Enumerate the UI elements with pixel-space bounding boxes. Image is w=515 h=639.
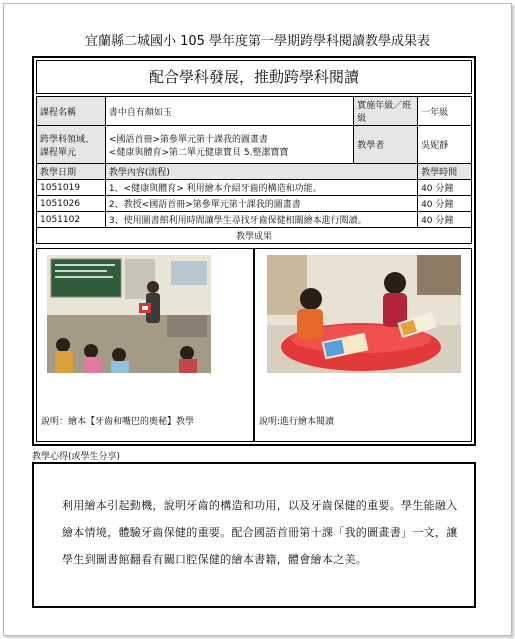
caption-left: 說明：繪本【牙齒和嘴巴的奧秘】教學: [41, 417, 195, 427]
reflection-box: [32, 462, 476, 608]
row-date: 1051019: [37, 180, 106, 196]
table-row: [37, 196, 472, 212]
course-name-value: 書中自有顏如玉: [105, 97, 353, 126]
row-content: 2、教授<國語首冊>第參單元第十課我的圖畫書: [105, 196, 417, 212]
row-time: 40 分鐘: [418, 180, 472, 196]
reflection-text: 利用繪本引起動機，說明牙齒的構造和功用，以及牙齒保健的重要。學生能融入繪本情境，體驗牙齒保健的重要。配合國語首冊第十課「我的圖畫書」一文，讓學生到圖書館翻看有關口腔保健的繪本書籍，體會繪本之美。: [62, 499, 458, 566]
results-photos: [36, 248, 472, 442]
reflection-label: 教學心得(或學生分享): [32, 452, 121, 462]
domain-label: 跨學科領域、課程單元: [37, 126, 106, 164]
classroom-photo: [47, 255, 211, 373]
domain-line-1: <國語首冊>第參單元第十課我的圖畫書: [108, 134, 269, 145]
row-date: 1051102: [37, 212, 106, 228]
row-content: 1、<健康與體育> 利用繪本介紹牙齒的構造和功能。: [105, 180, 417, 196]
results-form: [32, 56, 476, 446]
grade-value: 一年級: [418, 97, 472, 126]
photo-cell-right: [254, 248, 472, 442]
grade-label: 實施年級／班級: [354, 97, 418, 126]
results-label: 教學成果: [37, 228, 472, 244]
teacher-value: 吳妮靜: [418, 126, 472, 164]
teacher-label: 教學者: [354, 126, 418, 164]
course-info-table: [36, 96, 472, 244]
course-name-label: 課程名稱: [37, 97, 106, 126]
header-time: 教學時間: [418, 164, 472, 180]
reading-photo: [267, 255, 461, 373]
document-title: 宜蘭縣二城國小 105 學年度第一學期跨學科閱讀教學成果表: [84, 34, 431, 49]
table-row: [37, 180, 472, 196]
row-time: 40 分鐘: [418, 196, 472, 212]
row-content: 3、使用圖書館利用時間讓學生尋找牙齒保健相關繪本進行閱讀。: [105, 212, 417, 228]
header-content: 教學內容(流程): [105, 164, 417, 180]
row-date: 1051026: [37, 196, 106, 212]
table-row: [37, 212, 472, 228]
caption-right: 說明:進行繪本閱讀: [259, 417, 335, 427]
header-date: 教學日期: [37, 164, 106, 180]
banner-heading: 配合學科發展，推動跨學科閱讀: [36, 60, 472, 94]
domain-value: [105, 126, 353, 164]
photo-cell-left: [36, 248, 254, 442]
row-time: 40 分鐘: [418, 212, 472, 228]
domain-line-2: <健康與體育>第二單元健康寶貝 5.整潔寶寶: [108, 147, 289, 158]
